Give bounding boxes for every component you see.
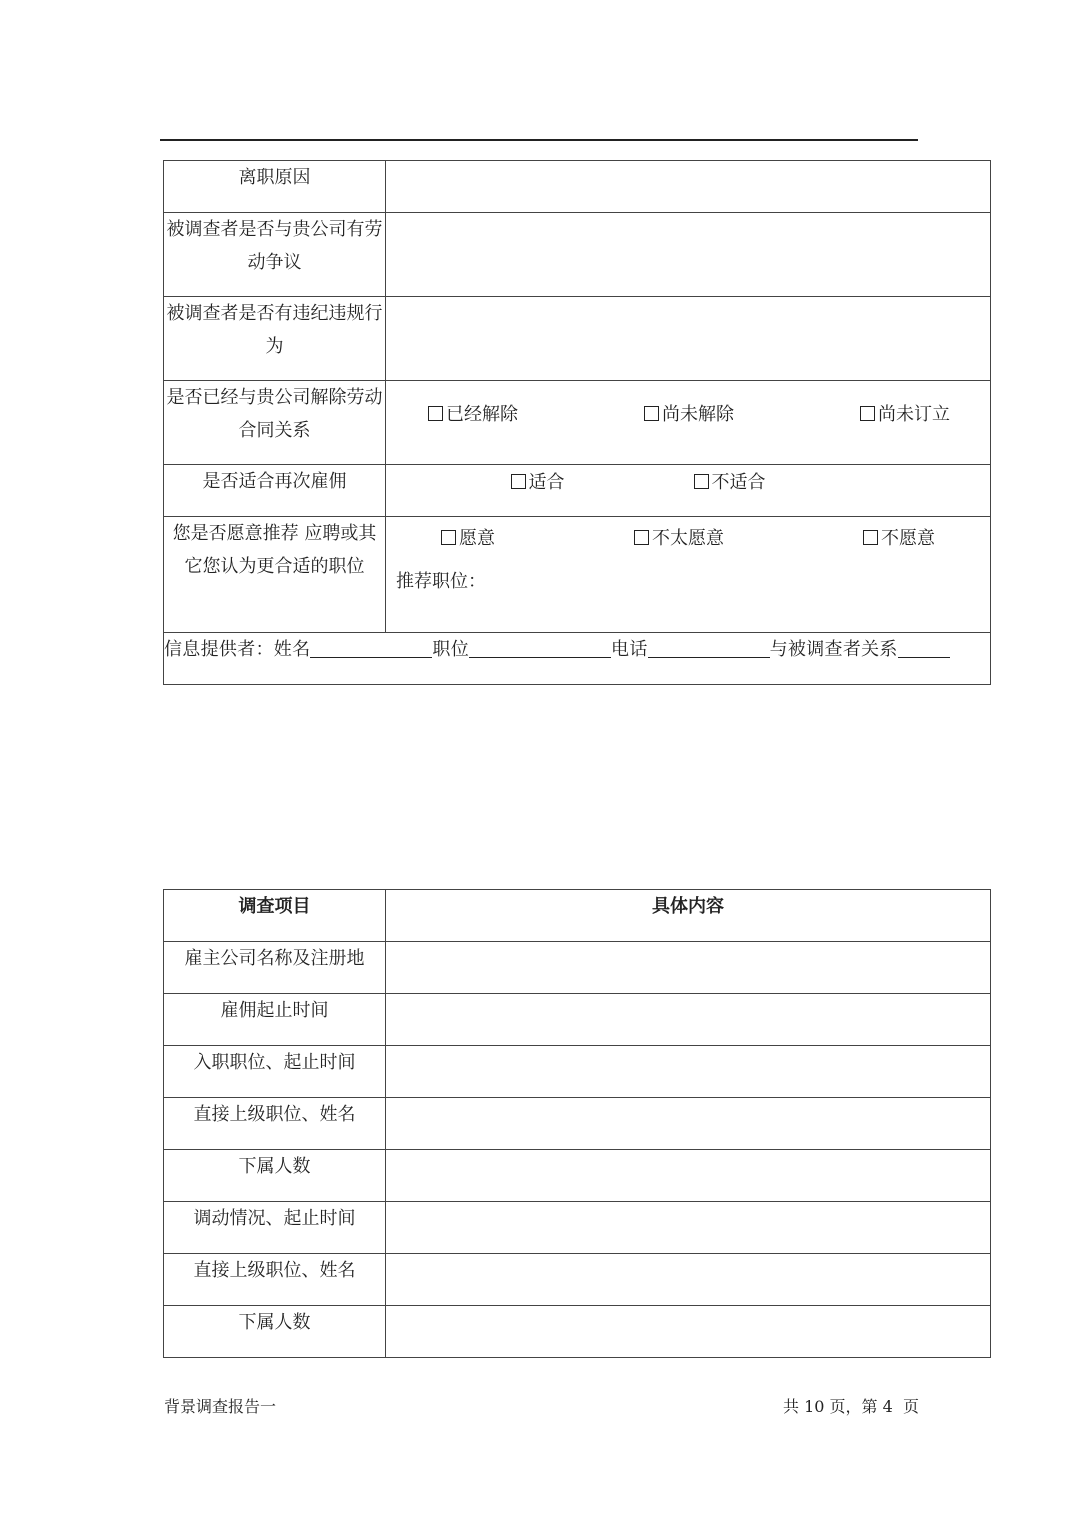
- header-rule: [160, 139, 918, 141]
- row-label-contract: 是否已经与贵公司解除劳动合同关系: [164, 381, 386, 465]
- table-row: [164, 1046, 991, 1098]
- content-cell[interactable]: [386, 994, 991, 1046]
- row-label-employer: 雇主公司名称及注册地: [164, 942, 386, 994]
- option-contract-not-signed[interactable]: 尚未订立: [860, 398, 950, 431]
- option-contract-terminated[interactable]: 已经解除: [428, 398, 518, 431]
- checkbox-icon[interactable]: [644, 406, 659, 421]
- table-row: [164, 297, 991, 381]
- row-label-leave-reason: 离职原因: [164, 161, 386, 213]
- row-label-recommend: 您是否愿意推荐 应聘或其它您认为更合适的职位: [164, 517, 386, 633]
- checkbox-icon[interactable]: [634, 530, 649, 545]
- table-header-row: [164, 890, 991, 942]
- checkbox-icon[interactable]: [860, 406, 875, 421]
- reference-check-table: [163, 160, 991, 685]
- column-header-item: 调查项目: [164, 890, 386, 942]
- row-label-employment-period: 雇佣起止时间: [164, 994, 386, 1046]
- row-label-rehire: 是否适合再次雇佣: [164, 465, 386, 517]
- employment-history-table: [163, 889, 991, 1358]
- table-row: [164, 942, 991, 994]
- table-row: [164, 1098, 991, 1150]
- checkbox-icon[interactable]: [694, 474, 709, 489]
- content-cell[interactable]: [386, 1254, 991, 1306]
- content-cell[interactable]: [386, 1046, 991, 1098]
- content-cell[interactable]: [386, 1150, 991, 1202]
- option-rehire-suitable[interactable]: 适合: [511, 466, 565, 499]
- content-cell[interactable]: [386, 1306, 991, 1358]
- answer-cell-leave-reason[interactable]: [386, 161, 991, 213]
- answer-cell-violation[interactable]: [386, 297, 991, 381]
- table-row: [164, 213, 991, 297]
- option-contract-not-terminated[interactable]: 尚未解除: [644, 398, 734, 431]
- table-row: [164, 465, 991, 517]
- table-row: [164, 1306, 991, 1358]
- answer-cell-contract: [386, 381, 991, 465]
- table-row: [164, 1202, 991, 1254]
- option-recommend-less-willing[interactable]: 不太愿意: [634, 522, 724, 555]
- row-label-entry-position: 入职职位、起止时间: [164, 1046, 386, 1098]
- row-label-violation: 被调查者是否有违纪违规行为: [164, 297, 386, 381]
- table-row: [164, 161, 991, 213]
- row-label-supervisor-2: 直接上级职位、姓名: [164, 1254, 386, 1306]
- option-recommend-unwilling[interactable]: 不愿意: [863, 522, 935, 555]
- provider-info: 信息提供者：姓名 职位 电话 与被调查者关系: [164, 633, 991, 685]
- content-cell[interactable]: [386, 1202, 991, 1254]
- row-label-supervisor: 直接上级职位、姓名: [164, 1098, 386, 1150]
- row-label-transfer: 调动情况、起止时间: [164, 1202, 386, 1254]
- checkbox-icon[interactable]: [428, 406, 443, 421]
- row-label-subordinates: 下属人数: [164, 1150, 386, 1202]
- option-rehire-unsuitable[interactable]: 不适合: [694, 466, 766, 499]
- provider-relation-blank[interactable]: [898, 637, 950, 658]
- content-cell[interactable]: [386, 942, 991, 994]
- table-row: [164, 381, 991, 465]
- row-label-labor-dispute: 被调查者是否与贵公司有劳动争议: [164, 213, 386, 297]
- provider-phone-blank[interactable]: [648, 637, 770, 658]
- provider-position-blank[interactable]: [469, 637, 611, 658]
- checkbox-icon[interactable]: [441, 530, 456, 545]
- table-row: [164, 517, 991, 633]
- table-row: [164, 633, 991, 685]
- content-cell[interactable]: [386, 1098, 991, 1150]
- table-row: [164, 1254, 991, 1306]
- checkbox-icon[interactable]: [863, 530, 878, 545]
- table-row: [164, 994, 991, 1046]
- footer-page-number: 共 10 页，第 4 页: [783, 1397, 919, 1416]
- checkbox-icon[interactable]: [511, 474, 526, 489]
- column-header-content: 具体内容: [386, 890, 991, 942]
- recommended-position-label: 推荐职位：: [396, 571, 486, 592]
- answer-cell-rehire: [386, 465, 991, 517]
- option-recommend-willing[interactable]: 愿意: [441, 522, 495, 555]
- answer-cell-labor-dispute[interactable]: [386, 213, 991, 297]
- table-row: [164, 1150, 991, 1202]
- row-label-subordinates-2: 下属人数: [164, 1306, 386, 1358]
- footer-document-title: 背景调查报告一: [164, 1397, 277, 1416]
- provider-name-blank[interactable]: [310, 637, 432, 658]
- answer-cell-recommend: [386, 517, 991, 633]
